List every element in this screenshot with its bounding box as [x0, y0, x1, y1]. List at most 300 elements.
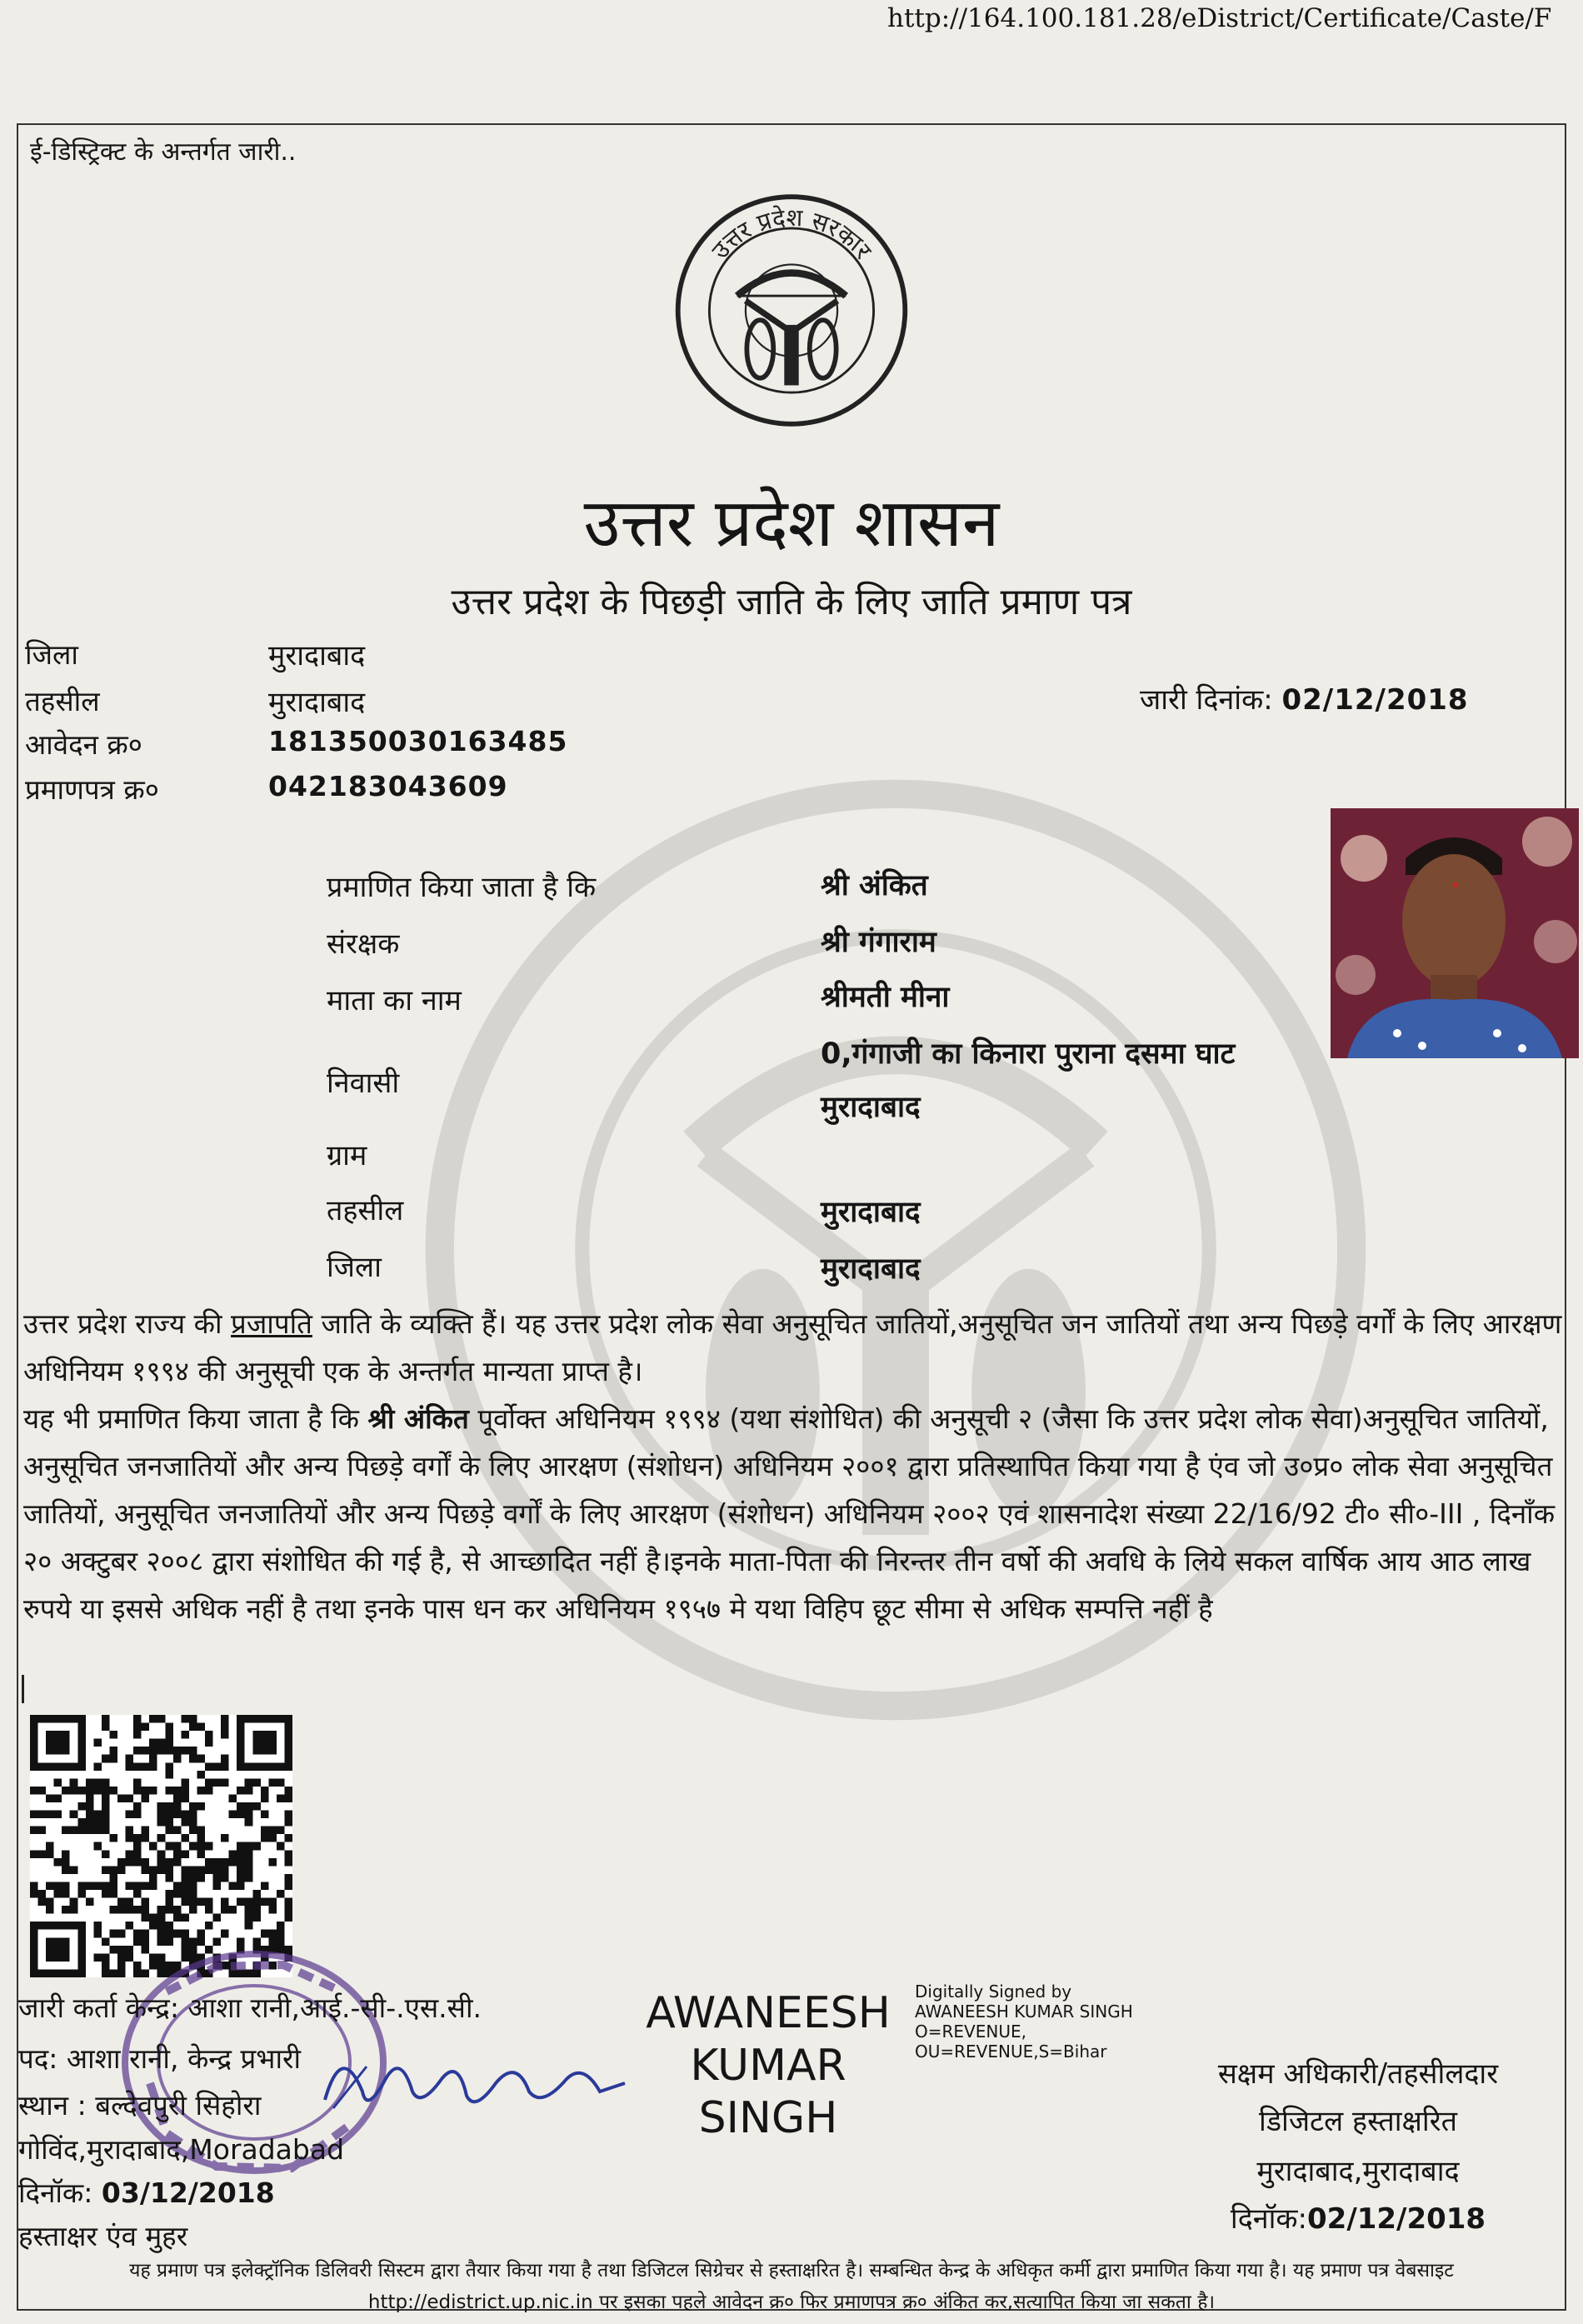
qr-module — [77, 1787, 86, 1795]
qr-module — [86, 1827, 94, 1835]
qr-module — [109, 1747, 117, 1755]
qr-module — [277, 1827, 285, 1835]
qr-module — [181, 1834, 189, 1842]
qr-module — [102, 1802, 110, 1811]
qr-module — [237, 1811, 245, 1819]
qr-module — [165, 1930, 173, 1938]
authority-place: मुरादाबाद,मुरादाबाद — [1256, 2155, 1460, 2188]
qr-module — [181, 1930, 189, 1938]
qr-module — [197, 1787, 205, 1795]
certificate-title: उत्तर प्रदेश शासन — [583, 484, 1000, 562]
qr-module — [149, 1739, 157, 1747]
qr-module — [237, 1898, 245, 1907]
qr-module — [284, 1914, 292, 1922]
qr-module — [213, 1858, 222, 1867]
qr-module — [205, 1906, 213, 1914]
qr-module — [133, 1850, 142, 1858]
qr-module — [173, 1914, 182, 1922]
qr-module — [133, 1762, 142, 1771]
issue-date — [1140, 679, 1469, 717]
qr-module — [157, 1930, 166, 1938]
qr-module — [165, 1747, 173, 1755]
qr-module — [126, 1882, 134, 1890]
issuing-date — [18, 2173, 275, 2211]
qr-module — [173, 1827, 182, 1835]
qr-module — [70, 1787, 78, 1795]
qr-module — [165, 1858, 173, 1867]
qr-module — [126, 1755, 134, 1763]
qr-module — [77, 1890, 86, 1898]
qr-module — [237, 1874, 245, 1882]
qr-module — [93, 1787, 102, 1795]
qr-module — [181, 1794, 189, 1802]
digital-signature-info: Digitally Signed by AWANEESH KUMAR SINGH O=REVENUE, OU=REVENUE,S=Bihar — [915, 1982, 1133, 2062]
qr-module — [142, 1834, 150, 1842]
qr-module — [181, 1778, 189, 1787]
qr-module — [62, 1850, 70, 1858]
qr-module — [70, 1827, 78, 1835]
qr-module — [62, 1787, 70, 1795]
qr-module — [229, 1882, 237, 1890]
qr-module — [93, 1818, 102, 1827]
emblem-text: उत्तर प्रदेश सरकार — [706, 202, 878, 265]
qr-module — [142, 1723, 150, 1732]
qr-module — [197, 1850, 205, 1858]
qr-module — [70, 1898, 78, 1907]
qr-module — [205, 1778, 213, 1787]
qr-module — [205, 1858, 213, 1867]
qr-module — [133, 1930, 142, 1938]
qr-module — [142, 1858, 150, 1867]
qr-module — [197, 1898, 205, 1907]
qr-module — [245, 1802, 253, 1811]
qr-module — [149, 1842, 157, 1851]
certificate-no-label: प्रमाणपत्र क्र० — [25, 773, 159, 806]
certificate-no: 042183043609 — [268, 770, 508, 802]
qr-module — [86, 1794, 94, 1802]
certificate-body — [23, 1300, 1573, 1632]
body-paragraph-1 — [23, 1300, 1573, 1395]
qr-module — [142, 1827, 150, 1835]
qr-module — [268, 1898, 277, 1907]
qr-module — [237, 1858, 245, 1867]
qr-module — [197, 1755, 205, 1763]
qr-module — [205, 1787, 213, 1795]
qr-module — [93, 1811, 102, 1819]
qr-module — [189, 1715, 197, 1723]
qr-module — [109, 1882, 117, 1890]
qr-module — [181, 1890, 189, 1898]
qr-module — [261, 1930, 269, 1938]
qr-module — [149, 1914, 157, 1922]
qr-module — [181, 1747, 189, 1755]
qr-module — [142, 1914, 150, 1922]
qr-module — [38, 1850, 47, 1858]
qr-module — [277, 1794, 285, 1802]
qr-module — [221, 1715, 229, 1723]
detail-district-label: जिला — [327, 1251, 382, 1284]
qr-module — [93, 1882, 102, 1890]
qr-module — [149, 1922, 157, 1930]
qr-module — [181, 1731, 189, 1739]
qr-module — [284, 1850, 292, 1858]
verification-notice: यह प्रमाण पत्र इलेक्ट्रॉनिक डिलिवरी सिस्टम द्वारा तैयार किया गया है तथा डिजिटल सिग्रेचर से हस्ताक्षरित है। सम्बन्धित केन्द्र के अधिकृत कर्मी द्वारा प्रमाणित किया गया है। यह प्रमाण पत्र वेबसाइट http://edistrict.up.nic.in पर इसका पहले आवेदन क्र० फिर प्रमाणपत्र क्र० अंकित कर,सत्यापित किया जा सकता है। — [129, 2260, 1454, 2313]
qr-module — [284, 1898, 292, 1907]
qr-module — [173, 1802, 182, 1811]
qr-module — [173, 1794, 182, 1802]
qr-module — [62, 1827, 70, 1835]
qr-module — [142, 1866, 150, 1874]
qr-module — [261, 1794, 269, 1802]
qr-module — [245, 1866, 253, 1874]
qr-module — [221, 1762, 229, 1771]
qr-module — [205, 1739, 213, 1747]
tehsil-label: तहसील — [25, 685, 100, 717]
qr-module — [165, 1906, 173, 1914]
qr-module — [221, 1866, 229, 1874]
qr-module — [245, 1858, 253, 1867]
qr-module — [102, 1794, 110, 1802]
qr-module — [102, 1882, 110, 1890]
mother-value: श्रीमती मीना — [821, 981, 950, 1014]
body-p2-post: पूर्वोक्त अधिनियम १९९४ (यथा संशोधित) की अनुसूची २ (जैसा कि उत्तर प्रदेश लोक सेवा)अनुसूचित जातियों, अनुसूचित जनजातियों और अन्य पिछड़े वर्गों के लिए आरक्षण (संशोधन) अधिनियम २००१ द्वारा प्रतिस्थापित किया गया है एंव जो उ०प्र० लोक सेवा अनुसूचित जातियों, अनुसूचित जनजातियों और अन्य पिछड़े वर्गों के लिए आरक्षण (संशोधन) अधिनियम २००२ एवं शासनादेश संख्या 22/16/92 टी० सी०-III , दिनाँक २० अक्टुबर २००८ द्वारा संशोधित की गई है, से आच्छादित नहीं है।इनके माता-पिता की निरन्तर तीन वर्षो की अवधि के लिये सकल वार्षिक आय आठ लाख रुपये या इससे अधिक नहीं है तथा इनके पास धन कर अधिनियम १९५७ मे यथा विहिप छूट सीमा से अधिक सम्पत्ति नहीं है — [23, 1402, 1556, 1625]
qr-module — [189, 1842, 197, 1851]
qr-module — [181, 1850, 189, 1858]
qr-module — [245, 1787, 253, 1795]
application-no-label: आवेदन क्र० — [25, 728, 142, 761]
certificate-subtitle: उत्तर प्रदेश के पिछड़ी जाति के लिए जाति प्रमाण पत्र — [451, 581, 1132, 623]
qr-module — [126, 1906, 134, 1914]
qr-module — [189, 1723, 197, 1732]
qr-module — [284, 1874, 292, 1882]
issued-under-text: ई-डिस्ट्रिक्ट के अन्तर्गत जारी.. — [30, 137, 297, 167]
qr-module — [157, 1850, 166, 1858]
qr-module — [133, 1787, 142, 1795]
qr-module — [157, 1818, 166, 1827]
issuing-post: पद: आशा रानी, केन्द्र प्रभारी — [18, 2042, 302, 2075]
qr-module — [189, 1747, 197, 1755]
qr-module — [173, 1890, 182, 1898]
certified-label: प्रमाणित किया जाता है कि — [327, 871, 597, 904]
body-p1-post: जाति के व्यक्ति हैं। यह उत्तर प्रदेश लोक सेवा अनुसूचित जातियों,अनुसूचित जन जातियों तथा अन्य पिछड़े वर्गों के लिए आरक्षण अधिनियम १९९४ की अनुसूची एक के अन्तर्गत मान्यता प्राप्त है। — [23, 1307, 1562, 1387]
qr-module — [245, 1778, 253, 1787]
signer-name-line2: KUMAR — [690, 2041, 846, 2091]
qr-module — [86, 1802, 94, 1811]
issuing-place-line2: गोविंद,मुरादाबाद,Moradabad — [18, 2133, 345, 2166]
qr-module — [157, 1834, 166, 1842]
detail-district-value: मुरादाबाद — [821, 1252, 921, 1286]
village-label: ग्राम — [327, 1139, 367, 1172]
qr-module — [109, 1834, 117, 1842]
qr-module — [133, 1882, 142, 1890]
qr-module — [189, 1811, 197, 1819]
qr-module — [252, 1731, 277, 1755]
qr-module — [245, 1914, 253, 1922]
qr-module — [62, 1858, 70, 1867]
qr-module — [165, 1827, 173, 1835]
qr-module — [126, 1850, 134, 1858]
qr-module — [30, 1811, 38, 1819]
qr-module — [38, 1890, 47, 1898]
qr-module — [157, 1858, 166, 1867]
qr-module — [38, 1898, 47, 1907]
qr-module — [189, 1866, 197, 1874]
qr-module — [229, 1811, 237, 1819]
qr-module — [46, 1937, 70, 1962]
qr-module — [189, 1874, 197, 1882]
qr-module — [70, 1778, 78, 1787]
qr-module — [165, 1802, 173, 1811]
qr-module — [102, 1962, 110, 1970]
qr-module — [165, 1842, 173, 1851]
tehsil-value: मुरादाबाद — [268, 686, 366, 719]
qr-module — [237, 1850, 245, 1858]
qr-module — [205, 1731, 213, 1739]
qr-module — [277, 1890, 285, 1898]
qr-module — [109, 1906, 117, 1914]
qr-module — [173, 1755, 182, 1763]
qr-module — [102, 1827, 110, 1835]
body-p2-pre: यह भी प्रमाणित किया जाता है कि — [23, 1402, 368, 1435]
qr-module — [173, 1882, 182, 1890]
signer-name-line3: SINGH — [698, 2093, 838, 2143]
qr-module — [165, 1866, 173, 1874]
qr-module — [149, 1787, 157, 1795]
qr-module — [181, 1818, 189, 1827]
qr-module — [157, 1739, 166, 1747]
qr-module — [189, 1890, 197, 1898]
qr-module — [237, 1866, 245, 1874]
qr-module — [173, 1787, 182, 1795]
qr-module — [142, 1930, 150, 1938]
qr-module — [77, 1802, 86, 1811]
qr-module — [133, 1906, 142, 1914]
qr-module — [261, 1834, 269, 1842]
issuing-date-value: 03/12/2018 — [101, 2177, 275, 2209]
qr-module — [102, 1818, 110, 1827]
qr-module — [197, 1842, 205, 1851]
qr-module — [109, 1731, 117, 1739]
qr-module — [86, 1787, 94, 1795]
qr-module — [284, 1906, 292, 1914]
qr-module — [252, 1842, 261, 1851]
qr-module — [142, 1747, 150, 1755]
qr-module — [109, 1890, 117, 1898]
qr-module — [197, 1723, 205, 1732]
qr-module — [109, 1866, 117, 1874]
qr-module — [284, 1787, 292, 1795]
qr-module — [229, 1858, 237, 1867]
issuing-centre: जारी कर्ता केन्द्र: आशा रानी,आई.-सी-.एस.सी. — [18, 1992, 482, 2024]
resident-value-line1: 0,गंगाजी का किनारा पुराना दसमा घाट — [821, 1037, 1236, 1071]
qr-module — [261, 1882, 269, 1890]
qr-module — [54, 1778, 62, 1787]
qr-module — [126, 1834, 134, 1842]
qr-module — [221, 1858, 229, 1867]
qr-module — [109, 1874, 117, 1882]
qr-module — [77, 1827, 86, 1835]
application-no: 181350030163485 — [268, 725, 568, 757]
qr-module — [133, 1731, 142, 1739]
qr-module — [181, 1715, 189, 1723]
qr-module — [197, 1834, 205, 1842]
qr-module — [277, 1930, 285, 1938]
qr-module — [149, 1755, 157, 1763]
qr-module — [117, 1898, 126, 1907]
qr-module — [165, 1811, 173, 1819]
qr-module — [133, 1802, 142, 1811]
qr-module — [261, 1811, 269, 1819]
qr-module — [173, 1858, 182, 1867]
qr-module — [102, 1890, 110, 1898]
body-paragraph-2 — [23, 1395, 1573, 1632]
detail-tehsil-value: मुरादाबाद — [821, 1196, 921, 1229]
qr-module — [205, 1922, 213, 1930]
qr-module — [126, 1762, 134, 1771]
qr-module — [46, 1898, 54, 1907]
qr-module — [181, 1866, 189, 1874]
qr-module — [102, 1953, 110, 1962]
qr-module — [189, 1882, 197, 1890]
qr-module — [126, 1794, 134, 1802]
qr-module — [54, 1794, 62, 1802]
qr-module — [157, 1747, 166, 1755]
qr-module — [109, 1930, 117, 1938]
qr-module — [54, 1858, 62, 1867]
qr-module — [173, 1842, 182, 1851]
qr-module — [133, 1858, 142, 1867]
qr-module — [268, 1834, 277, 1842]
text-cursor-mark — [22, 1675, 24, 1703]
qr-module — [149, 1882, 157, 1890]
qr-module — [62, 1906, 70, 1914]
qr-module — [237, 1787, 245, 1795]
issuing-date-label: दिनॉक: — [18, 2177, 93, 2209]
qr-module — [213, 1914, 222, 1922]
qr-module — [173, 1930, 182, 1938]
qr-module — [77, 1818, 86, 1827]
qr-module — [142, 1906, 150, 1914]
qr-module — [142, 1882, 150, 1890]
qr-module — [268, 1930, 277, 1938]
qr-module — [142, 1787, 150, 1795]
qr-module — [252, 1802, 261, 1811]
qr-module — [181, 1874, 189, 1882]
qr-module — [197, 1866, 205, 1874]
qr-module — [117, 1794, 126, 1802]
qr-module — [221, 1898, 229, 1907]
qr-module — [46, 1731, 70, 1755]
handwritten-signature — [317, 2033, 633, 2125]
qr-module — [133, 1842, 142, 1851]
qr-module — [109, 1755, 117, 1763]
qr-module — [46, 1794, 54, 1802]
resident-value-line2: मुरादाबाद — [821, 1091, 921, 1124]
qr-module — [221, 1778, 229, 1787]
qr-module — [86, 1811, 94, 1819]
qr-module — [133, 1715, 142, 1723]
qr-module — [157, 1866, 166, 1874]
qr-module — [93, 1842, 102, 1851]
qr-module — [157, 1715, 166, 1723]
qr-module — [284, 1811, 292, 1819]
qr-module — [93, 1778, 102, 1787]
qr-module — [245, 1818, 253, 1827]
qr-module — [181, 1898, 189, 1907]
qr-module — [197, 1930, 205, 1938]
qr-module — [70, 1906, 78, 1914]
qr-module — [165, 1739, 173, 1747]
qr-module — [133, 1811, 142, 1819]
qr-module — [245, 1811, 253, 1819]
applicant-photo — [1331, 808, 1579, 1058]
qr-module — [117, 1906, 126, 1914]
person-name: श्री अंकित — [367, 1402, 469, 1435]
qr-module — [157, 1914, 166, 1922]
qr-module — [38, 1811, 47, 1819]
qr-module — [93, 1930, 102, 1938]
qr-module — [142, 1794, 150, 1802]
qr-module — [117, 1858, 126, 1867]
qr-module — [284, 1834, 292, 1842]
qr-module — [173, 1747, 182, 1755]
qr-module — [284, 1818, 292, 1827]
qr-module — [149, 1747, 157, 1755]
qr-module — [189, 1802, 197, 1811]
qr-module — [181, 1787, 189, 1795]
qr-module — [205, 1898, 213, 1907]
qr-module — [173, 1906, 182, 1914]
qr-module — [237, 1882, 245, 1890]
qr-module — [165, 1762, 173, 1771]
qr-module — [46, 1882, 54, 1890]
qr-module — [46, 1842, 54, 1851]
signer-name-line1: AWANEESH — [646, 1988, 891, 2038]
qr-module — [126, 1811, 134, 1819]
qr-module — [165, 1771, 173, 1779]
qr-module — [30, 1787, 38, 1795]
qr-module — [261, 1898, 269, 1907]
qr-module — [245, 1922, 253, 1930]
qr-module — [252, 1906, 261, 1914]
qr-module — [229, 1906, 237, 1914]
qr-module — [86, 1882, 94, 1890]
qr-module — [165, 1731, 173, 1739]
qr-module — [237, 1842, 245, 1851]
qr-module — [133, 1778, 142, 1787]
qr-module — [133, 1723, 142, 1732]
qr-module — [102, 1787, 110, 1795]
qr-module — [189, 1906, 197, 1914]
authority-date — [1154, 2193, 1562, 2245]
qr-module — [221, 1874, 229, 1882]
qr-module — [245, 1850, 253, 1858]
qr-module — [245, 1874, 253, 1882]
qr-module — [213, 1778, 222, 1787]
qr-module — [54, 1890, 62, 1898]
issuing-place-line1: स्थान : बल्देवपुरी सिहोरा — [18, 2089, 262, 2122]
qr-module — [126, 1922, 134, 1930]
qr-module — [221, 1723, 229, 1732]
qr-module — [30, 1850, 38, 1858]
qr-module — [268, 1858, 277, 1867]
qr-module — [268, 1778, 277, 1787]
qr-module — [149, 1874, 157, 1882]
detail-tehsil-label: तहसील — [327, 1194, 404, 1227]
qr-module — [189, 1818, 197, 1827]
qr-module — [245, 1898, 253, 1907]
qr-module — [205, 1762, 213, 1771]
